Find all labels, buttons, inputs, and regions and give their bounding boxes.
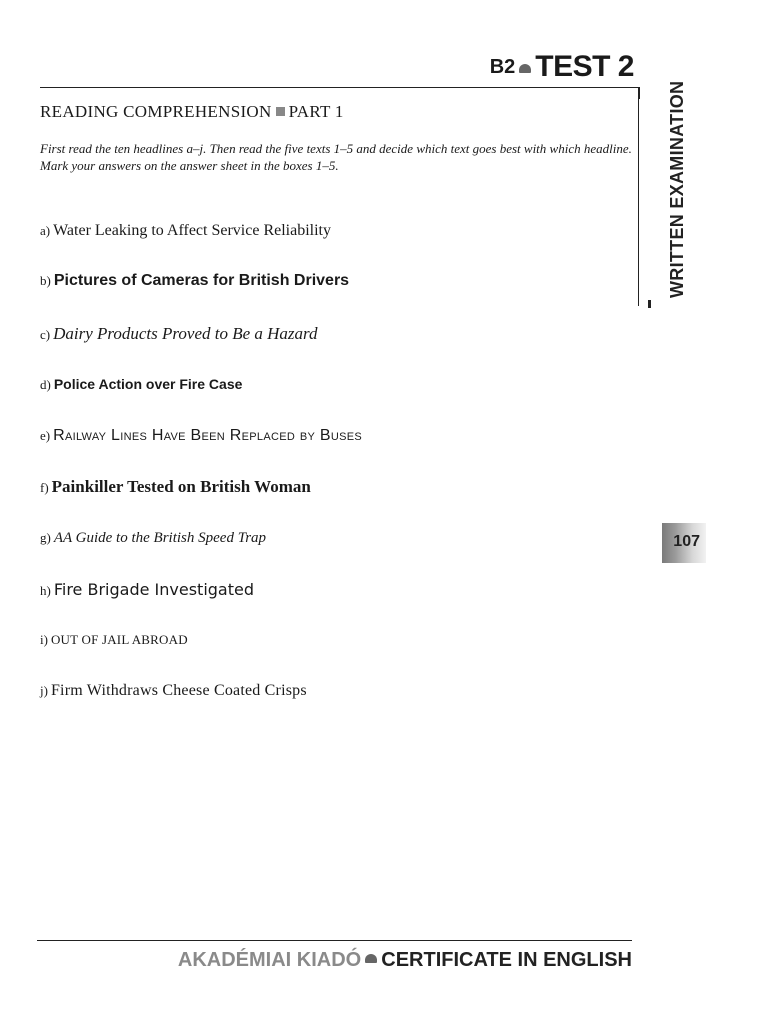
headline-item bbox=[40, 477, 311, 497]
footer-title bbox=[178, 949, 632, 972]
headline-letter: a) bbox=[40, 223, 51, 238]
instructions bbox=[40, 140, 640, 174]
headline-letter: d) bbox=[40, 377, 51, 392]
headline-text: Police Action over Fire Case bbox=[53, 376, 243, 392]
headline-text: AA Guide to the British Speed Trap bbox=[53, 530, 267, 546]
headline-item bbox=[40, 530, 266, 547]
headline-text: Pictures of Cameras for British Drivers bbox=[53, 272, 350, 289]
headline-letter: j) bbox=[40, 683, 48, 698]
headline-text: Fire Brigade Investigated bbox=[53, 580, 254, 599]
section-heading bbox=[40, 102, 344, 122]
section-title: READING COMPREHENSION bbox=[40, 102, 272, 121]
certificate-title: CERTIFICATE IN ENGLISH bbox=[381, 949, 632, 971]
square-bullet-icon bbox=[276, 107, 285, 116]
headline-text: Firm Withdraws Cheese Coated Crisps bbox=[50, 682, 307, 699]
test-title bbox=[490, 50, 634, 84]
side-section-label: WRITTEN EXAMINATION bbox=[667, 80, 687, 298]
headline-text: Dairy Products Proved to Be a Hazard bbox=[53, 324, 318, 343]
side-divider-end bbox=[648, 300, 651, 308]
headline-letter: c) bbox=[40, 327, 51, 342]
footer-divider bbox=[37, 940, 632, 941]
header-divider bbox=[40, 87, 639, 88]
page-number-tab bbox=[662, 523, 706, 563]
headline-letter: i) bbox=[40, 632, 48, 647]
headline-item bbox=[40, 376, 242, 393]
headline-item bbox=[40, 632, 188, 648]
headline-text: Painkiller Tested on British Woman bbox=[51, 477, 311, 496]
headline-letter: g) bbox=[40, 530, 51, 545]
headline-letter: e) bbox=[40, 428, 51, 443]
headline-item bbox=[40, 682, 307, 700]
headline-text: Water Leaking to Affect Service Reliability bbox=[53, 222, 331, 239]
instruction-line: First read the ten headlines a–j. Then read the five texts 1–5 and decide which text goes best with which headline. bbox=[40, 141, 632, 156]
section-part: PART 1 bbox=[288, 102, 344, 121]
headline-item bbox=[40, 324, 318, 344]
level-label: B2 bbox=[489, 56, 516, 78]
headline-letter: h) bbox=[40, 583, 51, 598]
side-divider bbox=[638, 93, 639, 306]
headline-text: OUT OF JAIL ABROAD bbox=[50, 632, 188, 647]
publisher-name: AKADÉMIAI KIADÓ bbox=[177, 949, 362, 971]
headline-item bbox=[40, 272, 349, 290]
headline-item bbox=[40, 427, 362, 445]
instruction-line: Mark your answers on the answer sheet in the boxes 1–5. bbox=[40, 158, 339, 173]
test-number: TEST 2 bbox=[535, 50, 634, 83]
page-number: 107 bbox=[673, 533, 700, 550]
bullet-dot-icon bbox=[365, 954, 377, 963]
headline-item bbox=[40, 580, 254, 599]
headline-text: Railway Lines Have Been Replaced by Buses bbox=[53, 427, 362, 444]
bullet-dot-icon bbox=[519, 64, 531, 73]
headline-item bbox=[40, 222, 331, 240]
headline-letter: b) bbox=[40, 273, 51, 288]
headline-letter: f) bbox=[40, 480, 49, 495]
